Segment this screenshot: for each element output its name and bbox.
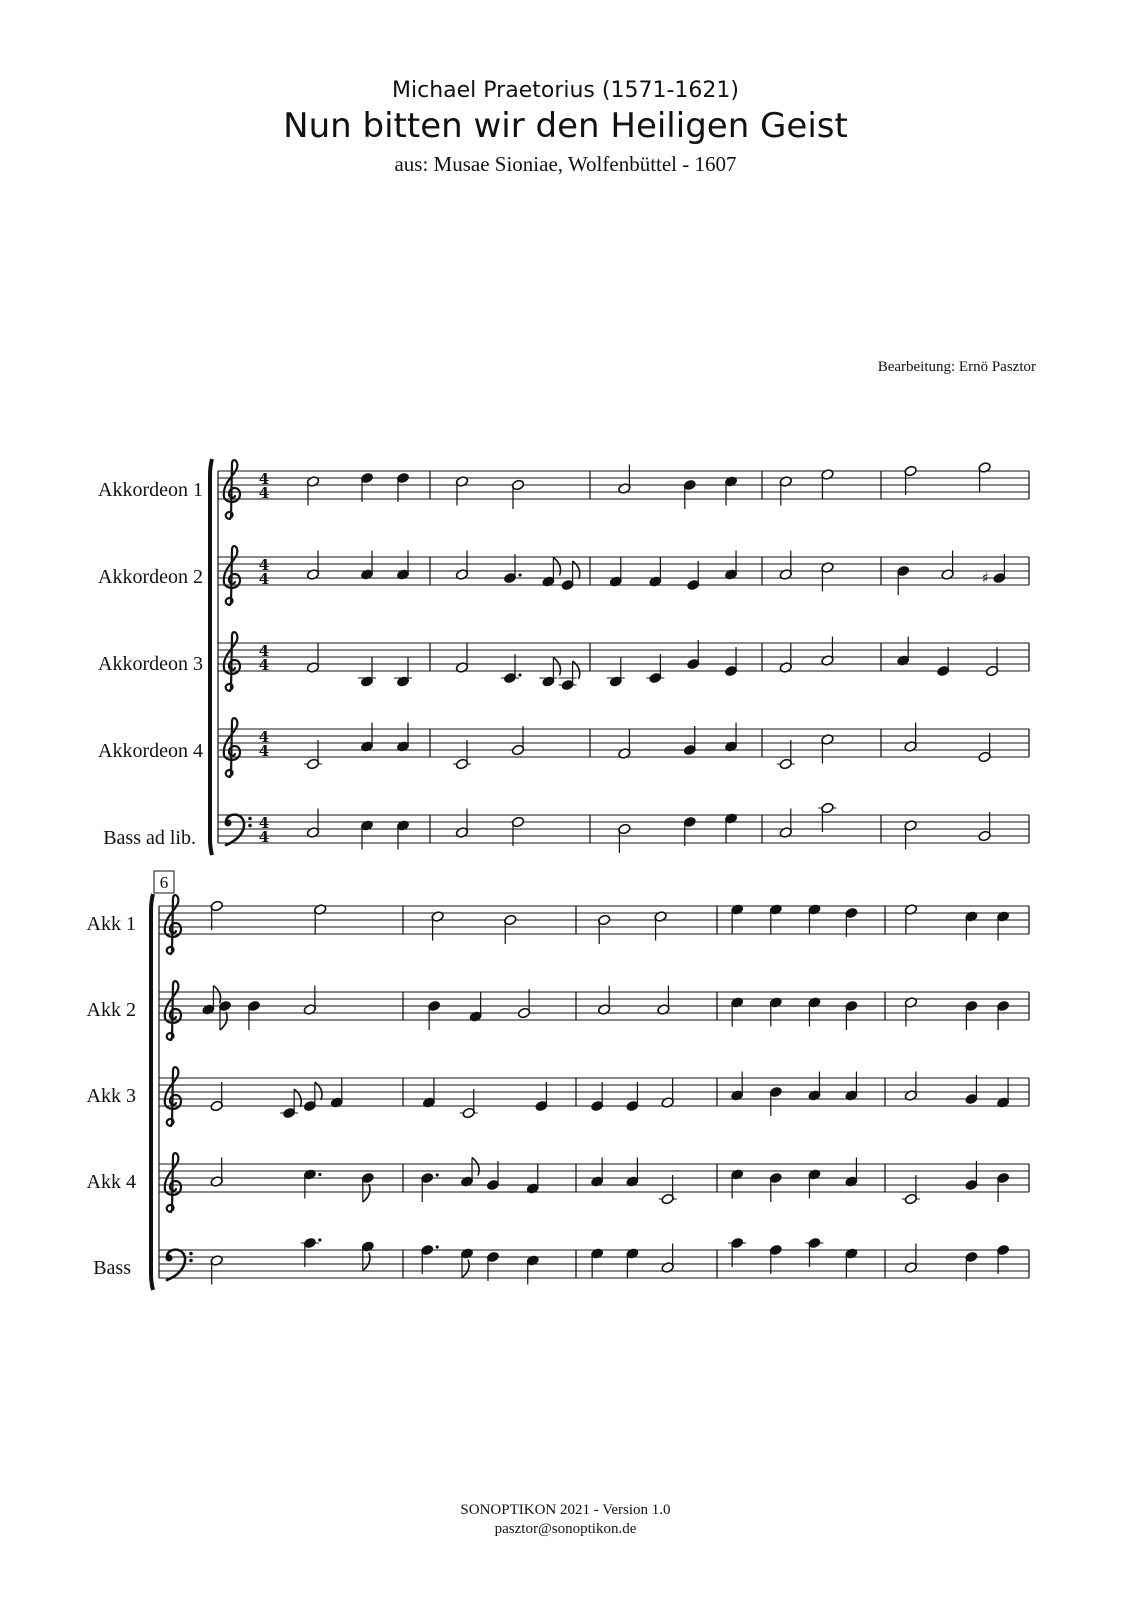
eighth-flag: [553, 658, 560, 676]
instrument-label: Akkordeon 3: [98, 653, 203, 675]
time-signature-bottom: 4: [258, 742, 270, 760]
instrument-label: Bass ad lib.: [103, 827, 196, 849]
time-signature-top: 4: [258, 814, 270, 832]
treble-clef-icon: [224, 718, 240, 777]
piece-title: Nun bitten wir den Heiligen Geist: [283, 106, 848, 146]
dot: [518, 573, 521, 576]
time-signature-bottom: 4: [258, 570, 270, 588]
time-signature-bottom: 4: [258, 656, 270, 674]
instrument-label: Akk 3: [86, 1085, 136, 1107]
treble-clef-icon: [224, 460, 240, 519]
eighth-flag: [472, 1158, 479, 1176]
eighth-flag: [213, 986, 220, 1004]
composer: Michael Praetorius (1571-1621): [392, 78, 739, 103]
system-1: [98, 459, 1029, 855]
time-signature-bottom: 4: [258, 484, 270, 502]
subtitle: aus: Musae Sioniae, Wolfenbüttel - 1607: [394, 152, 737, 176]
bass-clef-dot: [225, 820, 232, 827]
footer-publisher: SONOPTIKON 2021 - Version 1.0: [460, 1502, 671, 1518]
eighth-flag: [363, 1253, 370, 1271]
bass-clef-dot: [189, 1259, 193, 1263]
time-signature-top: 4: [258, 642, 270, 660]
time-signature-top: 4: [258, 556, 270, 574]
system-2: [87, 871, 1029, 1290]
eighth-flag: [363, 1184, 370, 1202]
dot: [436, 1245, 439, 1248]
time-signature-top: 4: [258, 470, 270, 488]
system-bracket: [151, 894, 153, 1290]
dot: [518, 673, 521, 676]
dot: [436, 1173, 439, 1176]
instrument-label: Akkordeon 1: [98, 479, 203, 501]
treble-clef-icon: [165, 1153, 181, 1212]
eighth-flag: [462, 1260, 469, 1278]
time-signature-top: 4: [258, 728, 270, 746]
instrument-label: Akkordeon 4: [98, 740, 203, 762]
instrument-label: Akk 2: [86, 999, 136, 1021]
footer-email: pasztor@sonoptikon.de: [494, 1521, 637, 1537]
bass-clef-dot: [248, 817, 252, 821]
eighth-flag: [553, 558, 560, 576]
system-bracket: [210, 459, 212, 855]
eighth-flag: [220, 1012, 227, 1030]
instrument-label: Akk 4: [86, 1171, 136, 1193]
treble-clef-icon: [224, 632, 240, 691]
instrument-label: Akkordeon 2: [98, 566, 203, 588]
treble-clef-icon: [165, 1067, 181, 1126]
dot: [318, 1238, 321, 1241]
treble-clef-icon: [165, 895, 181, 954]
instrument-label: Akk 1: [86, 913, 136, 935]
bass-clef-icon: [167, 1250, 185, 1280]
treble-clef-icon: [165, 981, 181, 1040]
time-signature-bottom: 4: [258, 828, 270, 846]
bass-clef-icon: [226, 815, 244, 845]
dot: [318, 1173, 321, 1176]
arranger-credit: Bearbeitung: Ernö Pasztor: [877, 359, 1036, 375]
treble-clef-icon: [224, 546, 240, 605]
bass-clef-dot: [189, 1252, 193, 1256]
measure-number: 6: [159, 873, 169, 892]
sharp-icon: ♯: [981, 569, 990, 587]
bass-clef-dot: [166, 1255, 173, 1262]
instrument-label: Bass: [93, 1257, 131, 1279]
bass-clef-dot: [248, 824, 252, 828]
